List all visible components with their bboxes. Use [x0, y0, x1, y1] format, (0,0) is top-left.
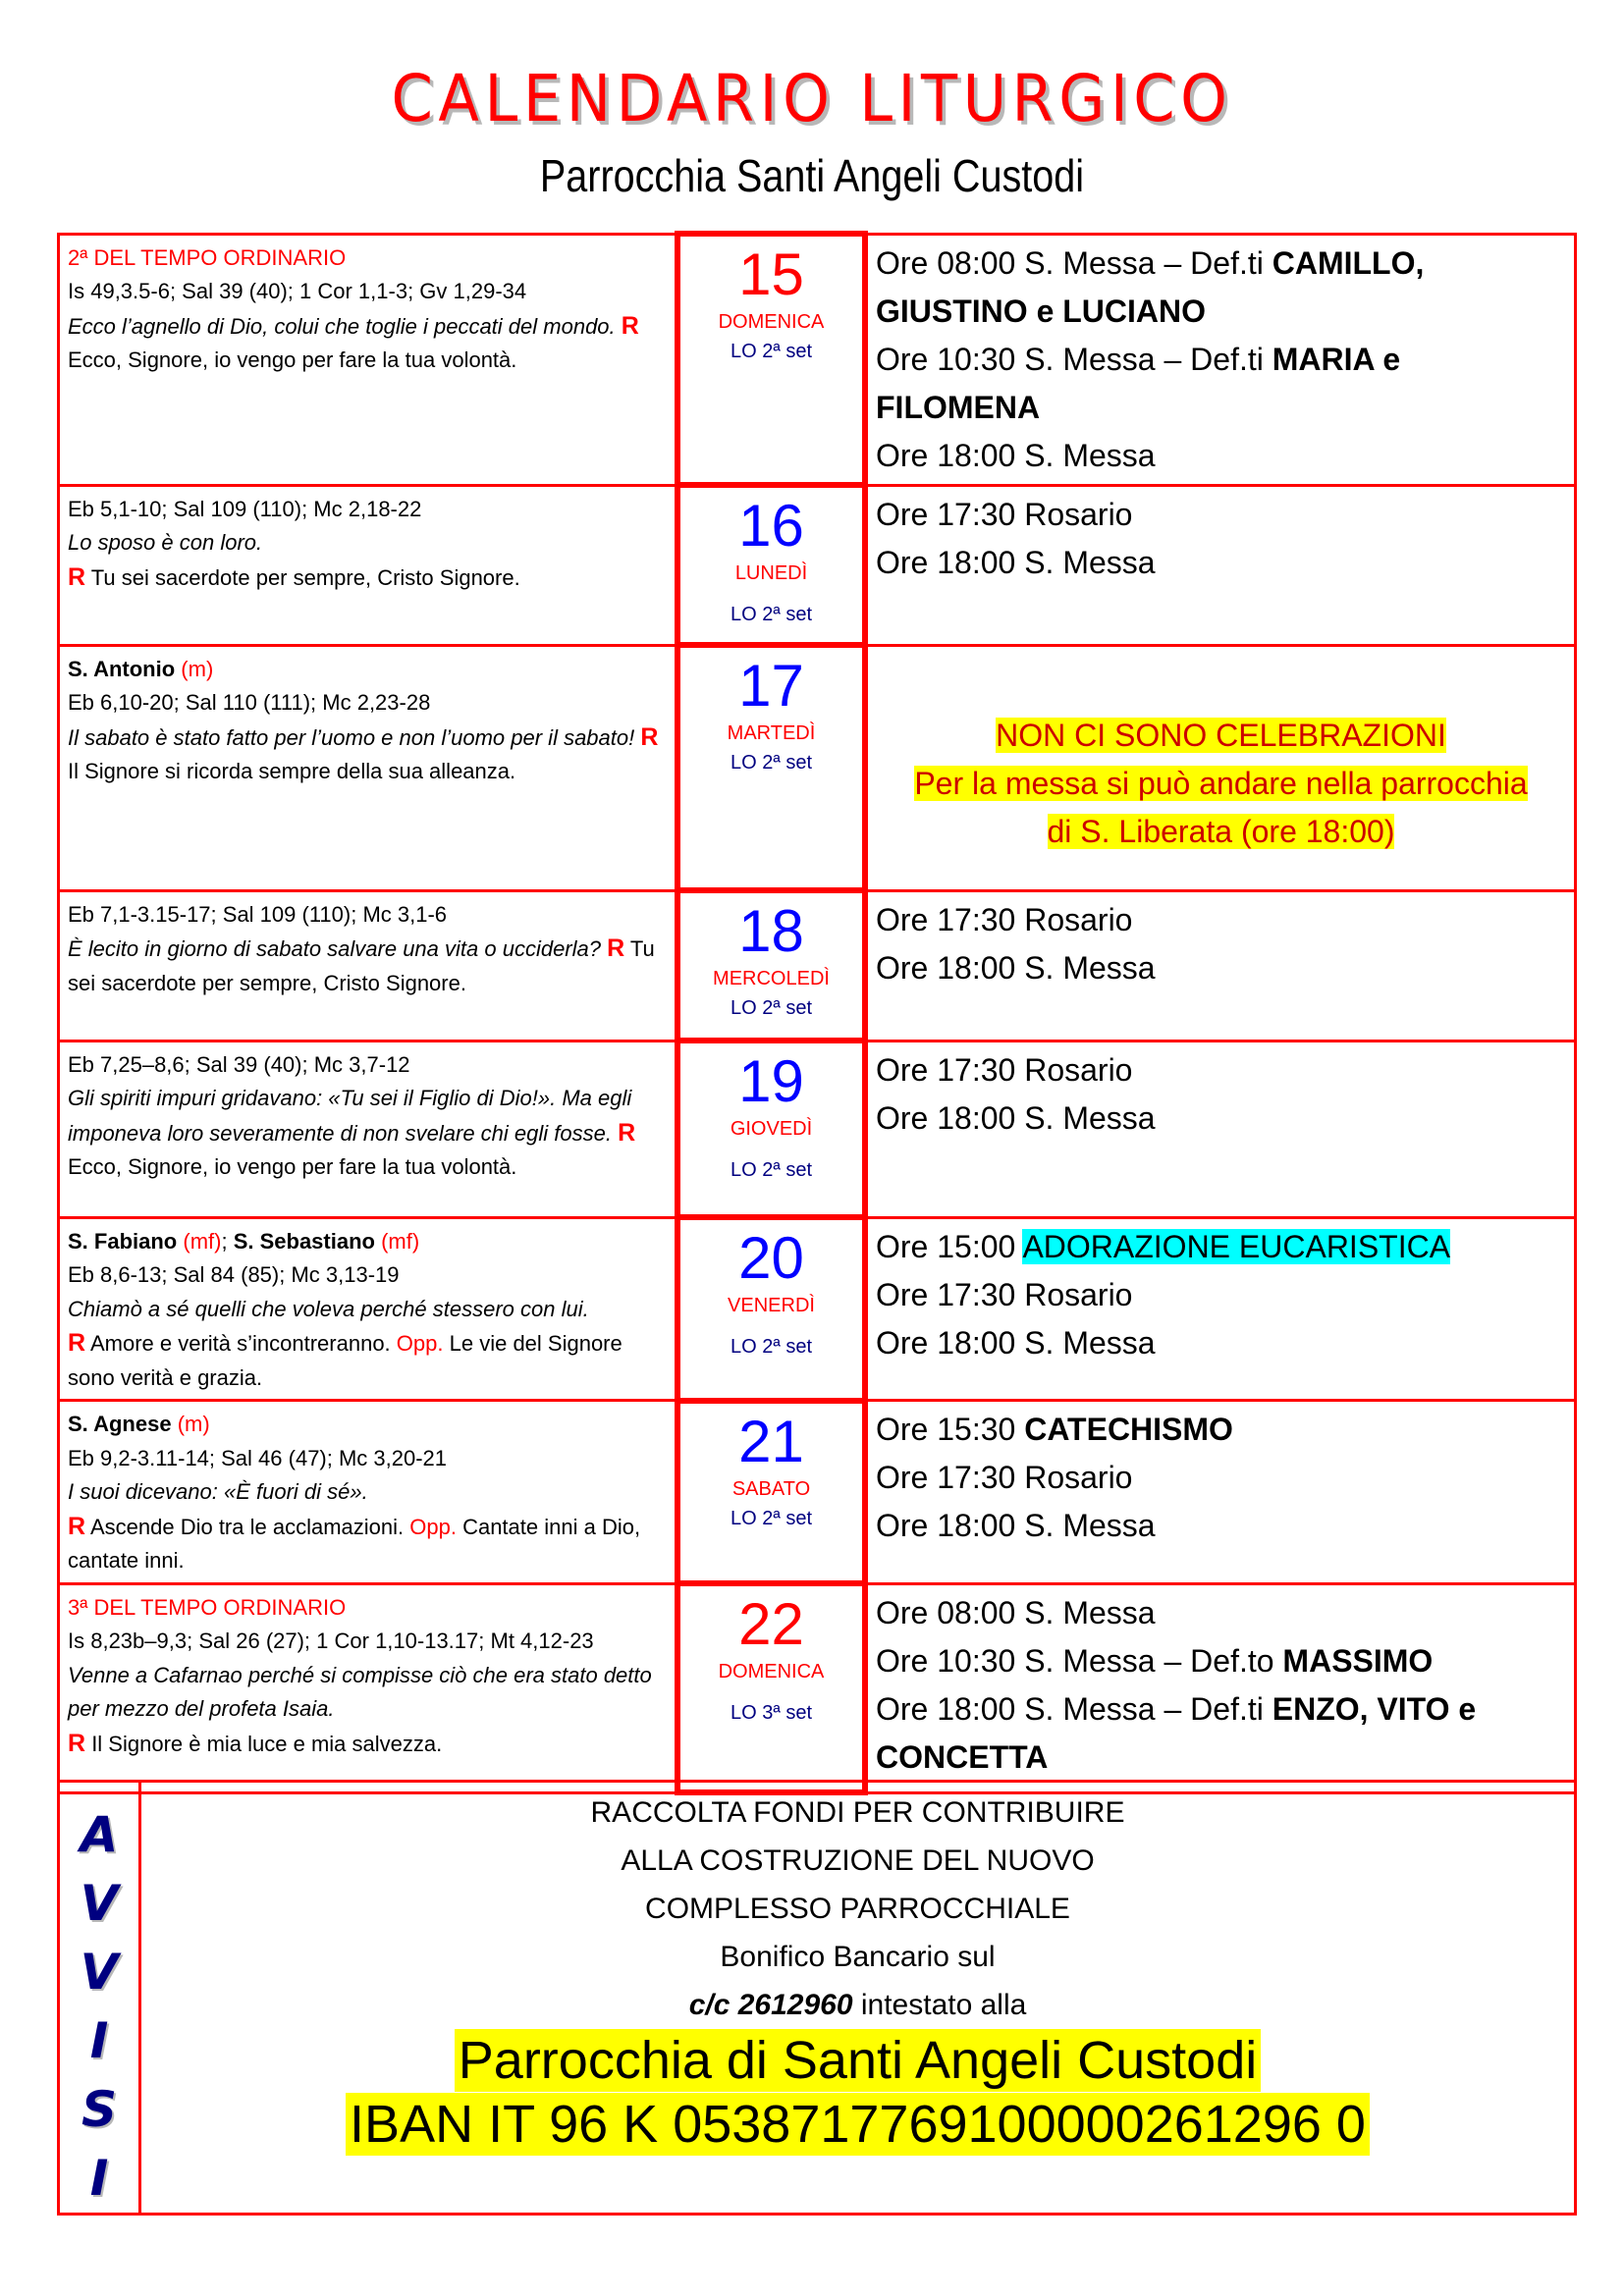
events-cell: [865, 1401, 1576, 1584]
events-cell: [865, 890, 1576, 1041]
alternative-mark: Opp.: [409, 1514, 457, 1539]
day-name: LUNEDÌ: [734, 562, 808, 584]
saint-name: S. Fabiano: [68, 1228, 178, 1254]
day-name: DOMENICA: [718, 311, 825, 333]
liturgy-of-hours-week: LO 2ª set: [731, 1336, 812, 1358]
gospel-antiphon: Lo sposo è con loro.: [68, 530, 263, 555]
day-row: [59, 645, 1576, 890]
event-item: Ore 18:00 S. Messa: [876, 1324, 1156, 1361]
notice-line: RACCOLTA FONDI PER CONTRIBUIRE: [590, 1796, 1125, 1829]
day-number: 16: [738, 493, 804, 559]
notice-line: ALLA COSTRUZIONE DEL NUOVO: [621, 1844, 1095, 1877]
day-name: GIOVEDÌ: [730, 1118, 813, 1140]
readings-cell: [59, 1583, 678, 1792]
psalm-response-alt: Le vie del Signore sono verità e grazia.: [68, 1331, 623, 1390]
deceased-names: MARIA e FILOMENA: [876, 341, 1401, 425]
notice-line: COMPLESSO PARROCCHIALE: [645, 1893, 1070, 1925]
reading-refs: Is 49,3.5-6; Sal 39 (40); 1 Cor 1,1-3; Gv 1,29-34: [68, 279, 527, 303]
response-mark: R: [68, 1729, 86, 1757]
events-cell: [865, 1583, 1576, 1792]
notice-line: Bonifico Bancario sul: [720, 1941, 996, 1973]
event-item: Ore 18:00 S. Messa: [876, 1508, 1156, 1543]
day-cell: [677, 485, 865, 645]
day-cell: [677, 1401, 865, 1584]
liturgy-of-hours-week: LO 2ª set: [731, 1159, 812, 1181]
deceased-names: ENZO, VITO e CONCETTA: [876, 1690, 1477, 1775]
day-cell: [677, 234, 865, 485]
event-item: Ore 17:30 Rosario: [876, 1051, 1133, 1088]
saint-name: S. Antonio: [68, 656, 176, 681]
psalm-response: Ecco, Signore, io vengo per fare la tua volontà.: [68, 347, 517, 372]
liturgy-of-hours-week: LO 2ª set: [731, 997, 812, 1019]
readings-cell: S. Fabiano (mf); S. Sebastiano (mf) Eb 8,6-13; Sal 84 (85); Mc 3,13-19 Chiamò a sé quelli che voleva perché stessero con lui. R Amore e verità s’incontreranno. Opp. Le vie del Signore sono verità e grazia.: [59, 1217, 678, 1401]
celebration-title: 3ª DEL TEMPO ORDINARIO: [68, 1594, 347, 1620]
day-row: [59, 890, 1576, 1041]
gospel-antiphon: È lecito in giorno di sabato salvare una vita o ucciderla?: [68, 936, 601, 961]
readings-cell: [59, 485, 678, 645]
saint-name: S. Agnese: [68, 1412, 172, 1436]
reading-refs: Eb 8,6-13; Sal 84 (85); Mc 3,13-19: [68, 1262, 400, 1287]
day-cell: [677, 645, 865, 890]
gospel-antiphon: Gli spiriti impuri gridavano: «Tu sei il Figlio di Dio!». Ma egli imponeva loro severamente di non svelare chi egli fosse.: [68, 1086, 632, 1146]
reading-refs: Eb 6,10-20; Sal 110 (111); Mc 2,23-28: [68, 690, 431, 715]
day-cell: [677, 890, 865, 1041]
liturgy-of-hours-week: LO 2ª set: [731, 1507, 812, 1529]
event-item: Ore 15:30 CATECHISMO: [876, 1412, 1233, 1447]
events-cell: [865, 234, 1576, 485]
day-number: 22: [738, 1591, 804, 1657]
event-item: Ore 17:30 Rosario: [876, 1460, 1133, 1495]
event-item: Ore 18:00 S. Messa: [876, 1099, 1156, 1136]
day-row: [59, 1583, 1576, 1792]
day-number: 21: [738, 1408, 804, 1474]
page-subtitle: Parrocchia Santi Angeli Custodi: [539, 150, 1085, 201]
saint-rank: (mf): [183, 1228, 222, 1254]
reading-refs: Eb 7,1-3.15-17; Sal 109 (110); Mc 3,1-6: [68, 901, 448, 927]
day-name: MARTEDÌ: [727, 722, 816, 744]
event-item: Ore 17:30 Rosario: [876, 901, 1133, 937]
events-cell: [865, 1217, 1576, 1401]
event-item: Ore 08:00 S. Messa: [876, 1594, 1156, 1630]
reading-refs: Is 8,23b–9,3; Sal 26 (27); 1 Cor 1,10-13.17; Mt 4,12-23: [68, 1629, 594, 1653]
readings-cell: [59, 234, 678, 485]
psalm-response: Tu sei sacerdote per sempre, Cristo Signore.: [90, 564, 520, 590]
account-line: c/c 2612960 intestato alla: [688, 1989, 1027, 2021]
response-mark: R: [618, 1118, 636, 1147]
response-mark: R: [68, 562, 86, 591]
deceased-names: CAMILLO, GIUSTINO e LUCIANO: [876, 244, 1425, 329]
liturgy-of-hours-week: LO 3ª set: [731, 1702, 812, 1724]
event-item: Ore 18:00 S. Messa: [876, 544, 1156, 580]
event-item: Ore 10:30 S. Messa – Def.to MASSIMO: [876, 1642, 1434, 1679]
day-row: [59, 1041, 1576, 1217]
event-item: Ore 18:00 S. Messa – Def.ti ENZO, VITO e CONCETTA: [876, 1690, 1477, 1775]
avvisi-label: A V V I S I: [59, 1782, 140, 2215]
no-celebrations-notice: [876, 651, 1566, 856]
iban: IBAN IT 96 K 0538717769100000261296 0: [346, 2093, 1370, 2156]
gospel-antiphon: Ecco l’agnello di Dio, colui che toglie i peccati del mondo.: [68, 313, 616, 339]
adoration-highlight: ADORAZIONE EUCARISTICA: [1022, 1228, 1451, 1264]
saint-rank: (m): [177, 1412, 210, 1436]
day-cell: [677, 1217, 865, 1401]
account-number: c/c 2612960: [688, 1989, 853, 2021]
events-cell: [865, 485, 1576, 645]
day-row: [59, 1217, 1576, 1401]
day-row: [59, 1401, 1576, 1584]
day-number: 18: [738, 898, 804, 964]
events-cell: [865, 645, 1576, 890]
liturgy-of-hours-week: LO 2ª set: [731, 341, 812, 362]
alternative-mark: Opp.: [396, 1331, 444, 1356]
day-name: DOMENICA: [718, 1661, 825, 1682]
day-row: [59, 485, 1576, 645]
day-name: VENERDÌ: [728, 1295, 815, 1316]
event-item: Ore 17:30 Rosario: [876, 1276, 1133, 1312]
celebration-title: 2ª DEL TEMPO ORDINARIO: [68, 244, 347, 270]
psalm-response: Il Signore è mia luce e mia salvezza.: [91, 1731, 443, 1756]
readings-cell: [59, 1041, 678, 1217]
response-mark: R: [68, 1329, 86, 1357]
saint-name: S. Sebastiano: [233, 1228, 375, 1254]
notices-section: [57, 1780, 1577, 2216]
gospel-antiphon: I suoi dicevano: «È fuori di sé».: [68, 1479, 368, 1504]
day-name: MERCOLEDÌ: [713, 968, 830, 989]
psalm-response: Il Signore si ricorda sempre della sua alleanza.: [68, 759, 516, 783]
gospel-antiphon: Il sabato è stato fatto per l’uomo e non l’uomo per il sabato!: [68, 724, 635, 750]
day-number: 19: [738, 1048, 804, 1114]
readings-cell: [59, 645, 678, 890]
day-number: 20: [738, 1225, 804, 1291]
event-item: Ore 15:00 ADORAZIONE EUCARISTICA: [876, 1228, 1451, 1264]
reading-refs: Eb 5,1-10; Sal 109 (110); Mc 2,18-22: [68, 496, 422, 521]
fundraising-notice: [140, 1782, 1576, 2215]
readings-cell: [59, 890, 678, 1041]
liturgy-of-hours-week: LO 2ª set: [731, 752, 812, 774]
liturgy-of-hours-week: LO 2ª set: [731, 604, 812, 625]
day-name: SABATO: [731, 1477, 811, 1500]
saint-rank: (mf): [381, 1228, 420, 1254]
psalm-response: Amore e verità s’incontreranno.: [89, 1331, 391, 1356]
psalm-response: Ecco, Signore, io vengo per fare la tua volontà.: [68, 1154, 517, 1179]
psalm-response: Tu sei sacerdote per sempre, Cristo Signore.: [68, 936, 655, 995]
page-title: CALENDARIO LITURGICO: [391, 61, 1233, 136]
day-cell: [677, 1041, 865, 1217]
event-item: Ore 08:00 S. Messa – Def.ti CAMILLO, GIUSTINO e LUCIANO: [876, 244, 1425, 329]
event-item: Ore 17:30 Rosario: [876, 496, 1133, 532]
readings-cell: [59, 1401, 678, 1584]
beneficiary-name: Parrocchia di Santi Angeli Custodi: [455, 2029, 1261, 2092]
gospel-antiphon: Chiamò a sé quelli che voleva perché stessero con lui.: [68, 1296, 589, 1321]
event-item: Ore 10:30 S. Messa – Def.ti MARIA e FILOMENA: [876, 341, 1401, 425]
day-number: 17: [738, 653, 804, 719]
reading-refs: Eb 9,2-3.11-14; Sal 46 (47); Mc 3,20-21: [68, 1445, 448, 1470]
psalm-response-alt: Cantate inni a Dio, cantate inni.: [68, 1514, 641, 1573]
day-row: [59, 234, 1576, 485]
response-mark: R: [621, 311, 639, 340]
event-item: Ore 18:00 S. Messa: [876, 437, 1156, 473]
liturgical-calendar-table: [57, 231, 1577, 1795]
response-mark: R: [607, 934, 625, 962]
notice-line: Per la messa si può andare nella parrocchia: [914, 765, 1528, 801]
psalm-response: Ascende Dio tra le acclamazioni.: [89, 1514, 405, 1539]
catechism-label: CATECHISMO: [1024, 1412, 1233, 1447]
reading-refs: Eb 7,25–8,6; Sal 39 (40); Mc 3,7-12: [68, 1051, 410, 1077]
response-mark: R: [68, 1512, 86, 1540]
event-item: Ore 18:00 S. Messa: [876, 949, 1156, 986]
day-cell: [677, 1583, 865, 1792]
deceased-names: MASSIMO: [1282, 1642, 1434, 1679]
events-cell: [865, 1041, 1576, 1217]
notice-line: di S. Liberata (ore 18:00): [1047, 813, 1395, 849]
notice-line: NON CI SONO CELEBRAZIONI: [996, 717, 1446, 753]
gospel-antiphon: Venne a Cafarnao perché si compisse ciò che era stato detto per mezzo del profeta Isaia.: [68, 1662, 652, 1721]
day-number: 15: [738, 241, 804, 307]
response-mark: R: [640, 722, 659, 751]
saint-rank: (m): [181, 656, 214, 681]
